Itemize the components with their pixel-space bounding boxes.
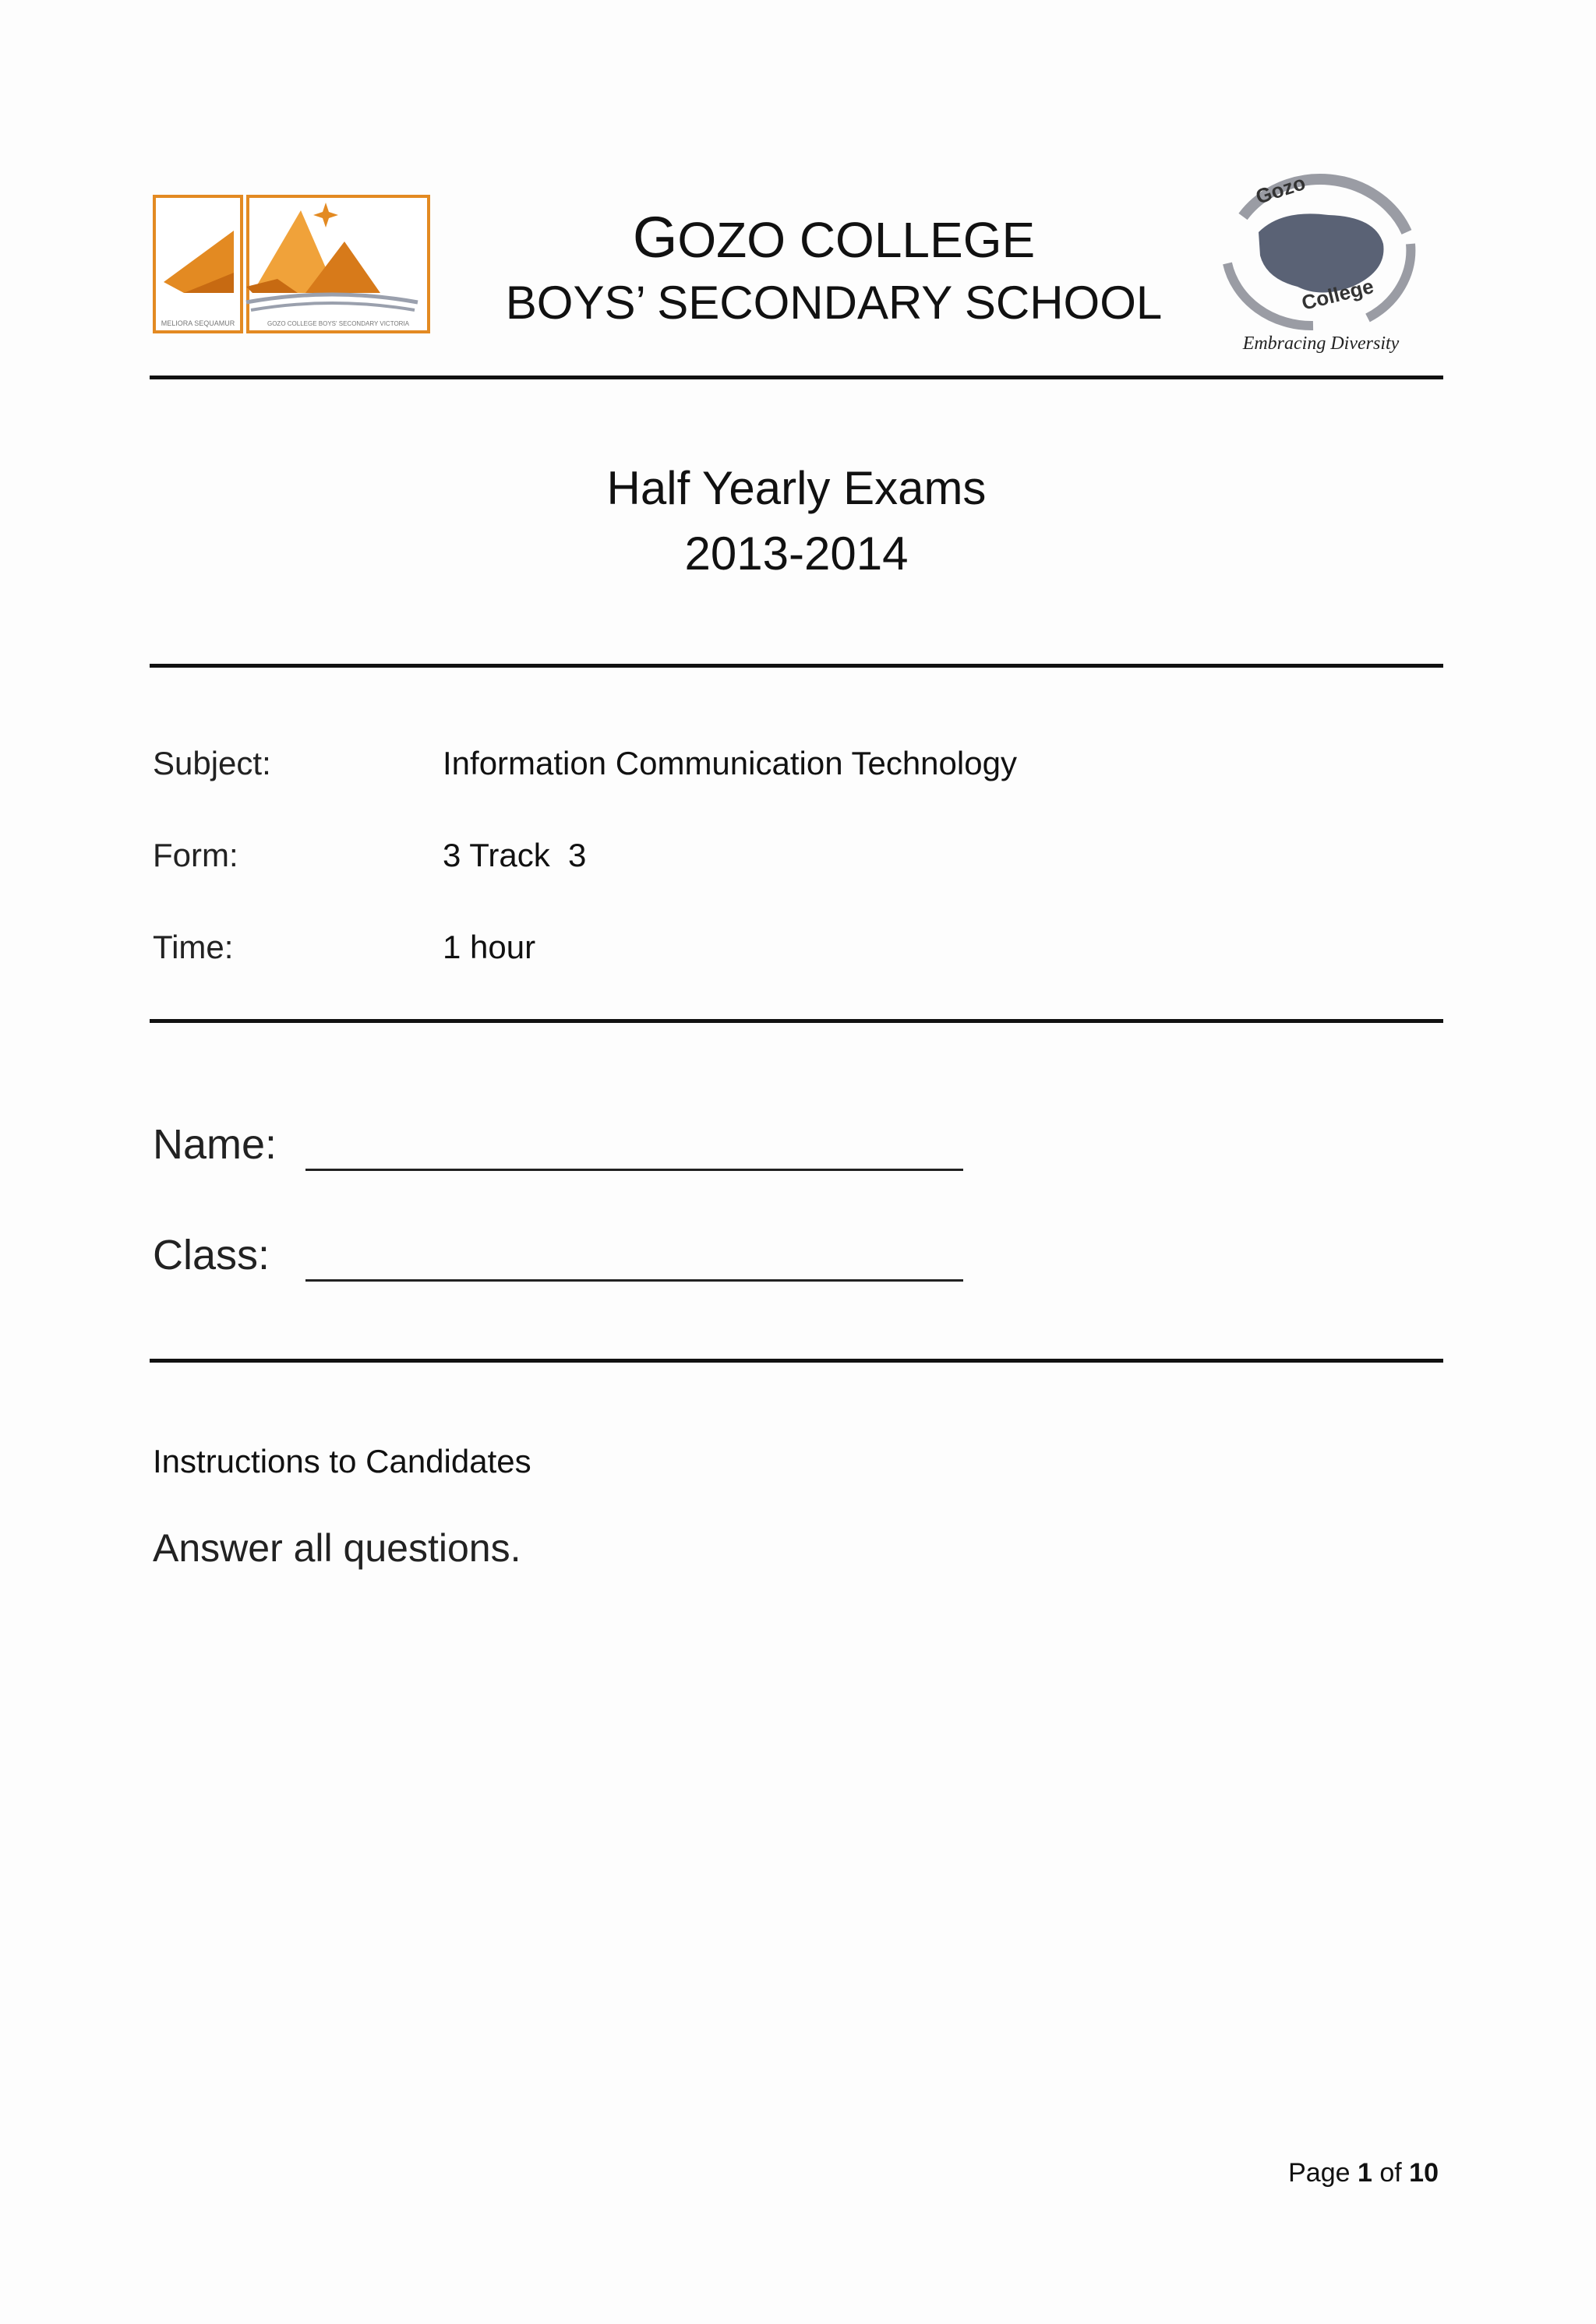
right-logo-top-text: Gozo	[1252, 171, 1308, 209]
instructions-heading: Instructions to Candidates	[153, 1443, 531, 1479]
details-divider	[150, 1019, 1443, 1023]
form-value: 3 Track 3	[443, 837, 587, 873]
left-logo-motto: MELIORA SEQUAMUR	[161, 319, 235, 327]
left-logo-school-name: GOZO COLLEGE BOYS' SECONDARY VICTORIA	[267, 320, 410, 327]
page-prefix: Page	[1288, 2158, 1351, 2188]
page-of: of	[1379, 2158, 1402, 2188]
college-name-initial: G	[632, 205, 678, 270]
title-divider	[150, 664, 1443, 668]
name-label: Name:	[153, 1121, 277, 1168]
gozo-college-logo	[1212, 170, 1422, 357]
page-total: 10	[1409, 2158, 1439, 2188]
name-field[interactable]	[305, 1169, 963, 1171]
college-name-rest: OZO COLLEGE	[677, 212, 1036, 268]
instructions-text: Answer all questions.	[153, 1526, 521, 1570]
college-name	[468, 204, 1200, 270]
school-name: BOYS’ SECONDARY SCHOOL	[505, 277, 1163, 329]
time-label: Time:	[153, 929, 234, 965]
candidate-divider	[150, 1359, 1443, 1363]
page-current: 1	[1357, 2158, 1372, 2188]
exam-title: Half Yearly Exams	[606, 462, 987, 514]
time-value: 1 hour	[443, 929, 536, 965]
right-logo-tagline: Embracing Diversity	[1242, 333, 1400, 354]
exam-year: 2013-2014	[684, 527, 909, 580]
class-label: Class:	[153, 1232, 270, 1278]
form-label: Form:	[153, 837, 238, 873]
right-logo-bottom-text: College	[1299, 273, 1376, 315]
subject-value: Information Communication Technology	[443, 745, 1017, 781]
subject-label: Subject:	[153, 745, 271, 781]
school-crest-logo	[153, 195, 430, 333]
page-number	[1288, 2158, 1439, 2188]
class-field[interactable]	[305, 1279, 963, 1282]
header-divider	[150, 376, 1443, 379]
